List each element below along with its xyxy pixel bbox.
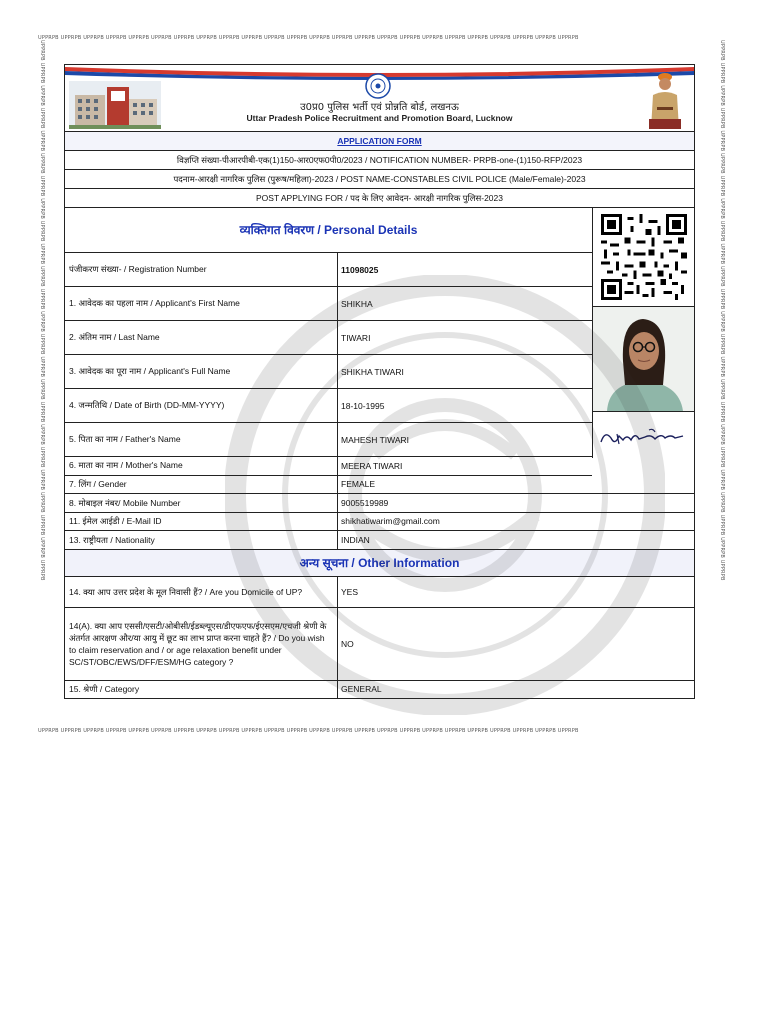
table-row — [65, 355, 592, 389]
board-name-english: Uttar Pradesh Police Recruitment and Promotion Board, Lucknow — [246, 113, 513, 123]
field-label: 14. क्या आप उत्तर प्रदेश के मूल निवासी हैं? / Are you Domicile of UP? — [65, 577, 338, 607]
photo-column — [592, 208, 695, 458]
field-label: 13. राष्ट्रीयता / Nationality — [65, 531, 338, 549]
table-row — [65, 253, 592, 287]
applicant-signature-image — [593, 411, 694, 458]
category-value: GENERAL — [341, 684, 382, 695]
domicile-value: YES — [341, 586, 359, 597]
full-name-value: SHIKHA TIWARI — [341, 366, 404, 377]
table-row — [65, 681, 694, 699]
qr-code-image — [601, 214, 687, 300]
post-name: पदनाम-आरक्षी नागरिक पुलिस (पुरूष/महिला)-2023 / POST NAME-CONSTABLES CIVIL POLICE (Male/Female)-2023 — [65, 170, 694, 189]
table-row — [65, 608, 694, 681]
mother-name-value: MEERA TIWARI — [341, 460, 403, 471]
first-name-value: SHIKHA — [341, 298, 373, 309]
field-label: पंजीकरण संख्या- / Registration Number — [65, 253, 338, 286]
last-name-value: TIWARI — [341, 332, 371, 343]
field-label: 5. पिता का नाम / Father's Name — [65, 423, 338, 456]
field-label: 15. श्रेणी / Category — [65, 681, 338, 699]
table-row — [65, 389, 592, 423]
board-header — [65, 65, 694, 132]
field-label: 1. आवेदक का पहला नाम / Applicant's First Name — [65, 287, 338, 320]
email-value: shikhatiwarim@gmail.com — [341, 516, 440, 527]
reservation-claim-value: NO — [341, 638, 354, 649]
post-applying-for: POST APPLYING FOR / पद के लिए आवेदन- आरक्षी नागरिक पुलिस-2023 — [65, 189, 694, 208]
table-row — [65, 531, 694, 550]
nationality-value: INDIAN — [341, 534, 370, 545]
table-row — [65, 513, 694, 532]
father-name-value: MAHESH TIWARI — [341, 434, 410, 445]
field-label: 3. आवेदक का पूरा नाम / Applicant's Full Name — [65, 355, 338, 388]
notification-number: विज्ञप्ति संख्या-पीआरपीबी-एक(1)150-आर0एफ0पी0/2023 / NOTIFICATION NUMBER- PRPB-one-(1)150-RFP/2023 — [65, 151, 694, 170]
field-label: 2. अंतिम नाम / Last Name — [65, 321, 338, 354]
application-form-sheet — [64, 64, 695, 699]
table-row — [65, 494, 694, 513]
watermark-left: UPPRPB UPPRPB UPPRPB UPPRPB UPPRPB UPPRPB UPPRPB UPPRPB UPPRPB UPPRPB UPPRPB UPPRPB UPPRPB UPPRPB UPPRPB UPPRPB UPPRPB UPPRPB UPPRPB UPPRPB UPPRPB UPPRPB UPPRPB UPPRPB — [39, 40, 45, 581]
date-of-birth-value: 18-10-1995 — [341, 400, 385, 411]
watermark-right: UPPRPB UPPRPB UPPRPB UPPRPB UPPRPB UPPRPB UPPRPB UPPRPB UPPRPB UPPRPB UPPRPB UPPRPB UPPRPB UPPRPB UPPRPB UPPRPB UPPRPB UPPRPB UPPRPB UPPRPB UPPRPB UPPRPB UPPRPB UPPRPB — [719, 40, 725, 581]
table-row — [65, 476, 694, 495]
table-row — [65, 577, 694, 608]
other-information-heading: अन्य सूचना / Other Information — [65, 550, 694, 577]
police-officer-image — [643, 69, 687, 129]
table-row — [65, 457, 592, 476]
mobile-number-value: 9005519989 — [341, 497, 389, 508]
field-label: 6. माता का नाम / Mother's Name — [65, 457, 338, 475]
personal-details-section — [65, 208, 592, 476]
table-row — [65, 321, 592, 355]
board-emblem-icon — [365, 73, 391, 99]
field-label: 8. मोबाइल नंबर/ Mobile Number — [65, 494, 338, 512]
field-label: 11. ईमेल आईडी / E-Mail ID — [65, 513, 338, 531]
form-title: APPLICATION FORM — [65, 132, 694, 151]
board-name-hindi: उ0प्र0 पुलिस भर्ती एवं प्रोन्नति बोर्ड, लखनऊ — [300, 102, 459, 113]
watermark-bottom: UPPRPB UPPRPB UPPRPB UPPRPB UPPRPB UPPRPB UPPRPB UPPRPB UPPRPB UPPRPB UPPRPB UPPRPB UPPRPB UPPRPB UPPRPB UPPRPB UPPRPB UPPRPB UPPRPB UPPRPB UPPRPB UPPRPB UPPRPB UPPRPB — [38, 728, 579, 734]
gender-value: FEMALE — [341, 479, 376, 490]
registration-number-value: 11098025 — [341, 264, 379, 275]
watermark-top: UPPRPB UPPRPB UPPRPB UPPRPB UPPRPB UPPRPB UPPRPB UPPRPB UPPRPB UPPRPB UPPRPB UPPRPB UPPRPB UPPRPB UPPRPB UPPRPB UPPRPB UPPRPB UPPRPB UPPRPB UPPRPB UPPRPB UPPRPB UPPRPB — [38, 35, 579, 41]
field-label: 14(A). क्या आप एससी/एसटी/ओबीसी/ईडब्ल्यूएस/डीएफएफ/ईएसएम/एचजी श्रेणी के अंतर्गत आरक्षण और/या आयु में छूट का लाभ प्राप्त करना चाहते हैं? / Do you wish to claim reservation and / or age relaxation benefit under SC/ST/OBC/EWS/DFF/ESM/HG category ? — [65, 608, 338, 680]
table-row — [65, 287, 592, 321]
personal-details-heading: व्यक्तिगत विवरण / Personal Details — [65, 208, 592, 253]
field-label: 7. लिंग / Gender — [65, 476, 338, 494]
field-label: 4. जन्मतिथि / Date of Birth (DD-MM-YYYY) — [65, 389, 338, 422]
table-row — [65, 423, 592, 457]
applicant-photo — [593, 306, 694, 411]
